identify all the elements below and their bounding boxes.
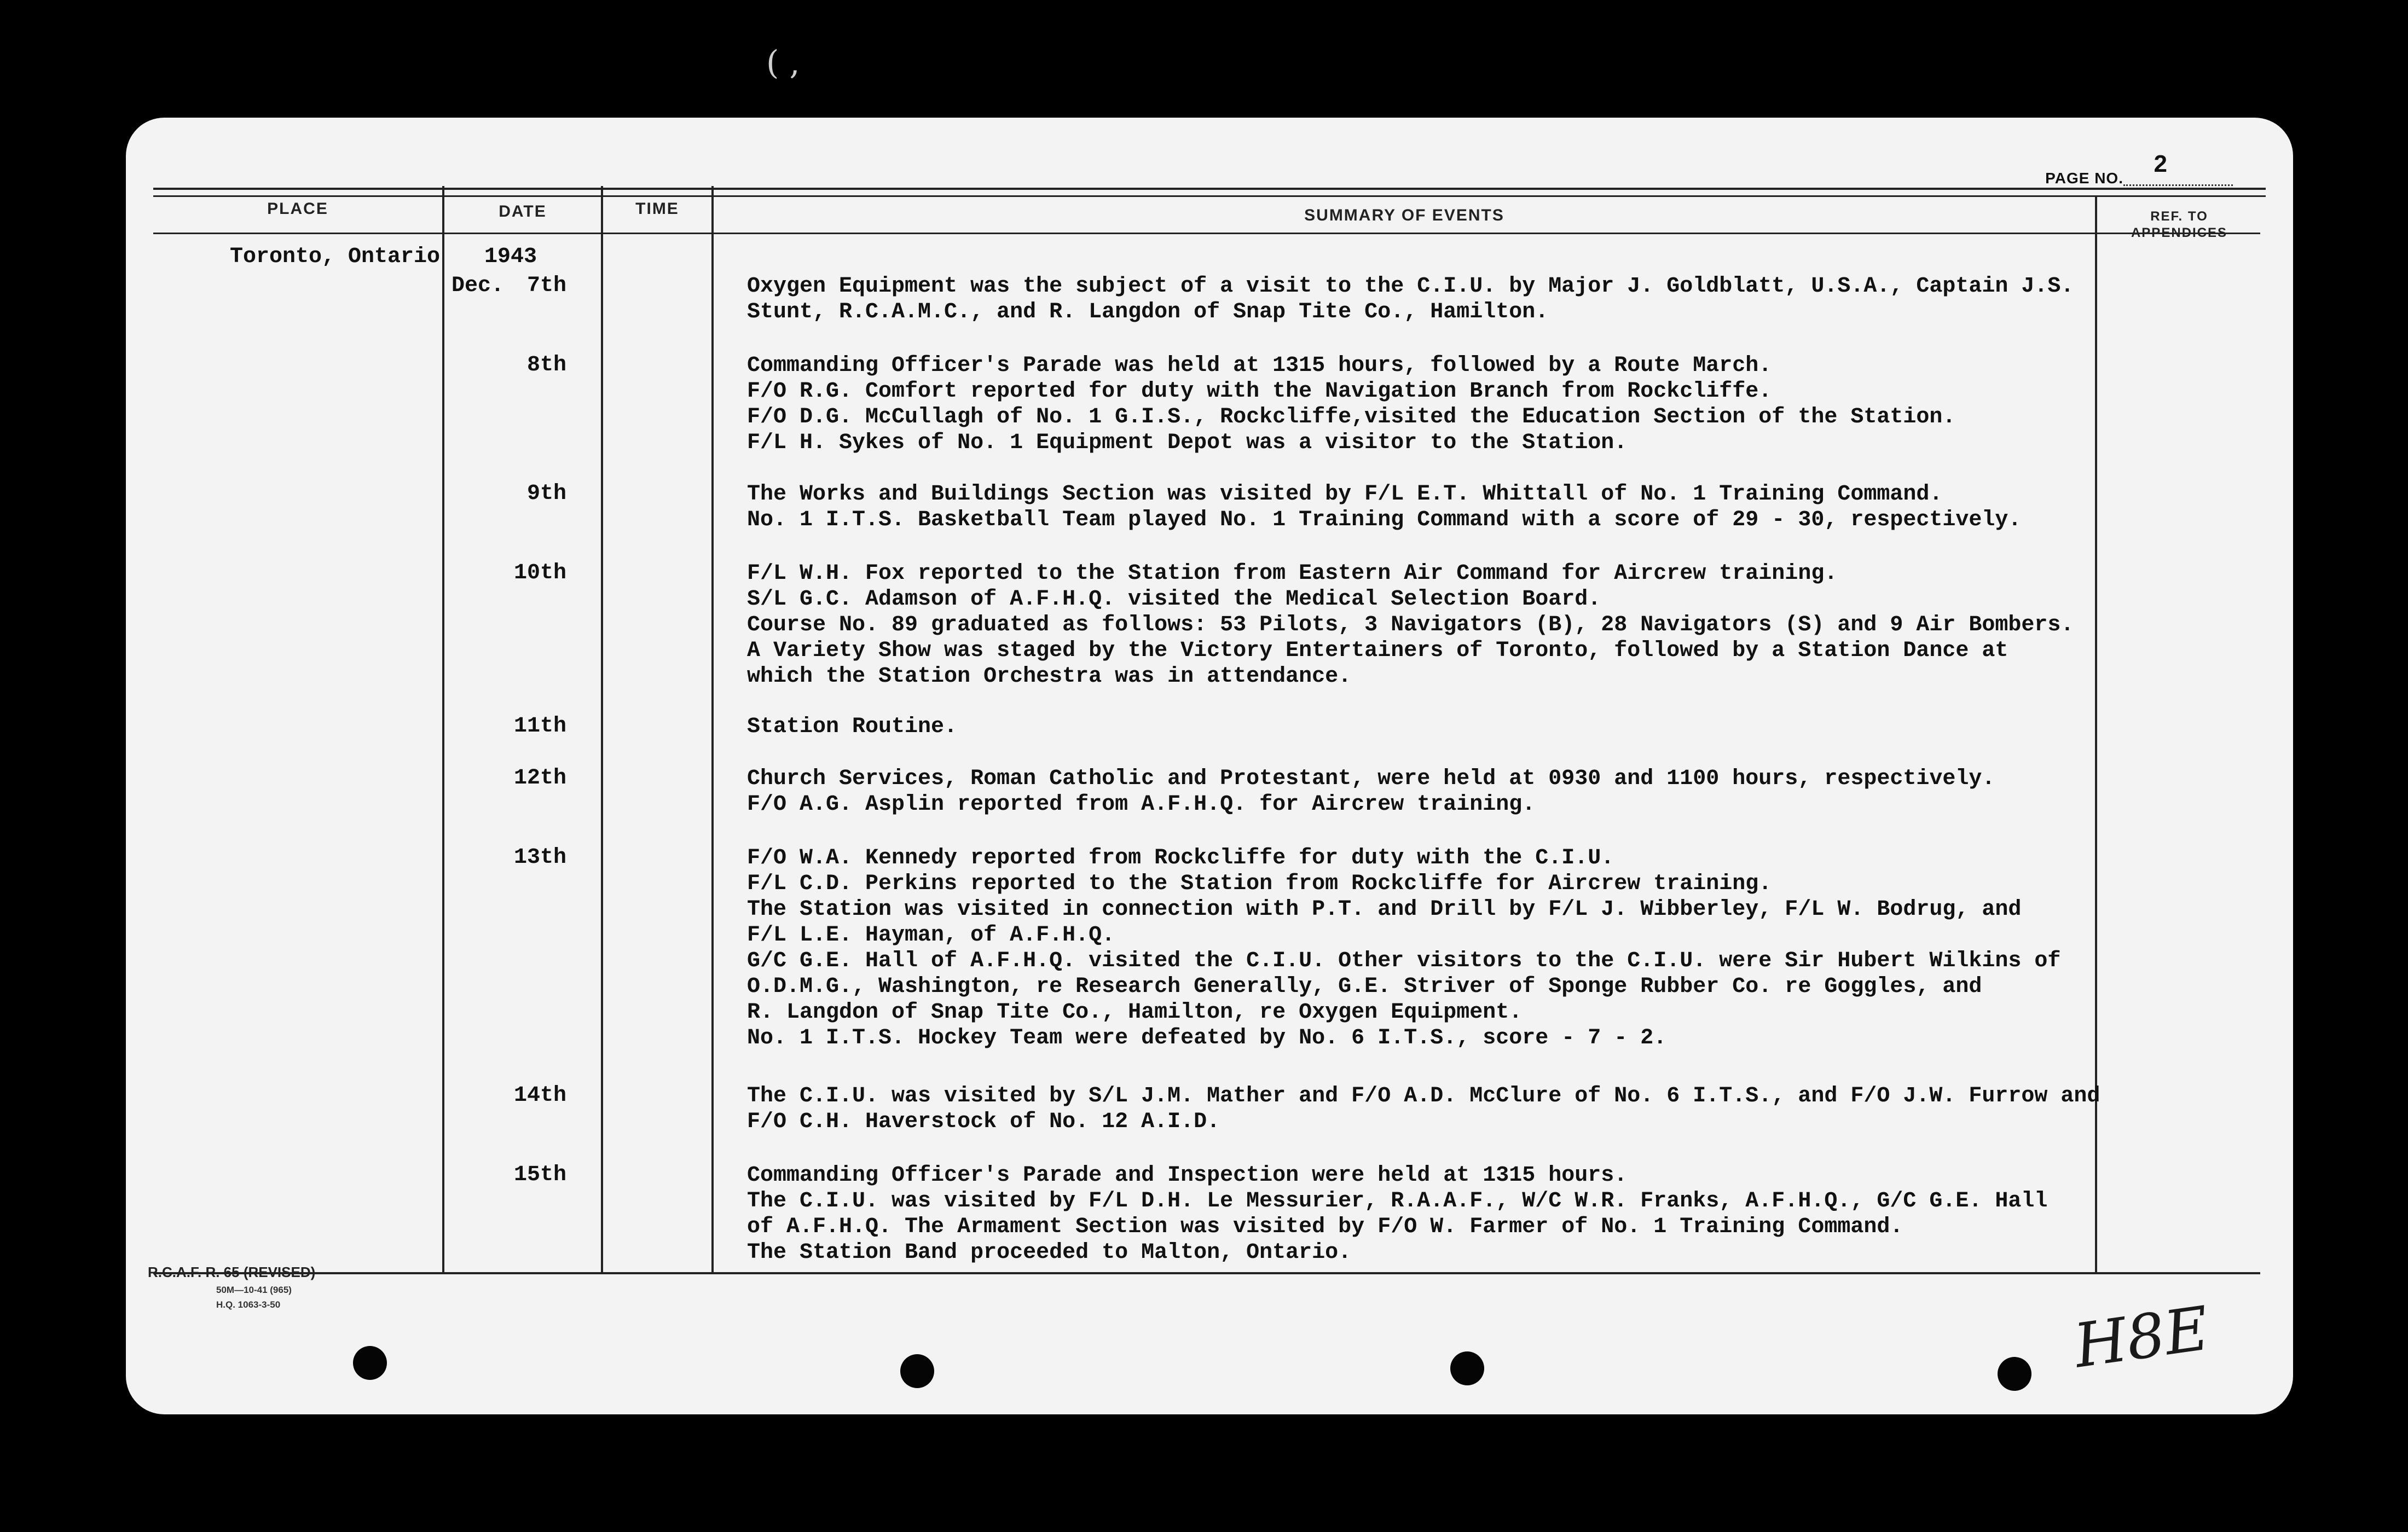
entry-line: Commanding Officer's Parade and Inspection were held at 1315 hours. [747, 1163, 1628, 1188]
entry-line: F/L H. Sykes of No. 1 Equipment Depot was a visitor to the Station. [747, 431, 1628, 455]
entry-line: S/L G.C. Adamson of A.F.H.Q. visited the Medical Selection Board. [747, 587, 1601, 612]
day-14: 14th [513, 1083, 566, 1108]
entry-12 [747, 766, 1995, 817]
day-8: 8th [526, 353, 566, 378]
day-7: 7th [526, 274, 566, 298]
day-15: 15th [513, 1163, 566, 1187]
binder-hole [900, 1354, 934, 1388]
divider-date-time [601, 186, 603, 1272]
entry-line: No. 1 I.T.S. Hockey Team were defeated by No. 6 I.T.S., score - 7 - 2. [747, 1026, 1667, 1051]
entry-line: F/O R.G. Comfort reported for duty with the Navigation Branch from Rockcliffe. [747, 379, 1772, 404]
entry-line: The Station Band proceeded to Malton, Ontario. [747, 1240, 1352, 1265]
day-10: 10th [513, 561, 566, 585]
entry-line: F/L L.E. Hayman, of A.F.H.Q. [747, 923, 1115, 948]
entry-line: Oxygen Equipment was the subject of a visit to the C.I.U. by Major J. Goldblatt, U.S.A., Captain J.S. [747, 274, 2074, 299]
entry-line: F/L C.D. Perkins reported to the Station from Rockcliffe for Aircrew training. [747, 872, 1772, 896]
entry-line: A Variety Show was staged by the Victory Entertainers of Toronto, followed by a Station Dance at [747, 639, 2008, 663]
divider-place-date [442, 186, 444, 1272]
page-number-dots [2123, 184, 2233, 186]
entry-line: Course No. 89 graduated as follows: 53 Pilots, 3 Navigators (B), 28 Navigators (S) and 9 Air Bombers. [747, 613, 2074, 637]
entry-line: The C.I.U. was visited by S/L J.M. Mather and F/O A.D. McClure of No. 6 I.T.S., and F/O J.W. Furrow and [747, 1084, 2100, 1109]
entry-line: Church Services, Roman Catholic and Protestant, were held at 0930 and 1100 hours, respectively. [747, 767, 1995, 791]
top-rule [153, 188, 2266, 190]
print-line-1: 50M—10-41 (965) [216, 1285, 292, 1295]
binder-hole [353, 1346, 387, 1380]
binder-hole [1998, 1357, 2031, 1391]
entry-line: which the Station Orchestra was in attendance. [747, 664, 1352, 689]
header-summary: SUMMARY OF EVENTS [1304, 206, 1504, 224]
entry-7 [747, 274, 2074, 325]
header-ref-line2: APPENDICES [2131, 225, 2228, 240]
entry-8 [747, 353, 1955, 456]
day-11: 11th [513, 714, 566, 739]
entry-line: F/L W.H. Fox reported to the Station from Eastern Air Command for Aircrew training. [747, 561, 1838, 586]
binder-hole [1450, 1351, 1484, 1385]
day-12: 12th [513, 766, 566, 791]
entry-line: G/C G.E. Hall of A.F.H.Q. visited the C.I.U. Other visitors to the C.I.U. were Sir Hubert Wilkins of [747, 949, 2061, 973]
date-month: Dec. [452, 274, 505, 298]
entry-9 [747, 481, 2021, 533]
bottom-rule [153, 1272, 2260, 1274]
header-date: DATE [499, 202, 547, 220]
entry-line: F/O A.G. Asplin reported from A.F.H.Q. for Aircrew training. [747, 792, 1536, 817]
day-9: 9th [526, 481, 566, 506]
entry-line: F/O D.G. McCullagh of No. 1 G.I.S., Rockcliffe,visited the Education Section of the Station. [747, 405, 1956, 430]
entry-line: No. 1 I.T.S. Basketball Team played No. 1 Training Command with a score of 29 - 30, respectively. [747, 508, 2022, 532]
entry-line: F/O C.H. Haverstock of No. 12 A.I.D. [747, 1110, 1220, 1134]
page-number-label: PAGE NO. [2045, 170, 2123, 187]
entry-10 [747, 561, 2074, 689]
header-ref-line1: REF. TO [2150, 209, 2208, 224]
entry-line: Stunt, R.C.A.M.C., and R. Langdon of Snap Tite Co., Hamilton. [747, 300, 1549, 324]
entry-14 [747, 1083, 2100, 1135]
header-place: PLACE [267, 200, 328, 218]
stray-marks: ( , [766, 44, 800, 82]
print-line-2: H.Q. 1063-3-50 [216, 1299, 281, 1310]
entry-line: The C.I.U. was visited by F/L D.H. Le Messurier, R.A.A.F., W/C W.R. Franks, A.F.H.Q., G/C G.E. Hall [747, 1189, 2048, 1214]
form-number: R.C.A.F. R. 65 (REVISED) [148, 1264, 316, 1280]
entry-13 [747, 845, 2060, 1051]
entry-line: R. Langdon of Snap Tite Co., Hamilton, re Oxygen Equipment. [747, 1000, 1523, 1025]
divider-time-summary [711, 186, 714, 1272]
entry-line: Station Routine. [747, 715, 958, 739]
place-value: Toronto, Ontario [230, 245, 441, 269]
header-time: TIME [635, 200, 679, 218]
entry-line: of A.F.H.Q. The Armament Section was visited by F/O W. Farmer of No. 1 Training Command. [747, 1215, 1903, 1239]
page-number: 2 [2154, 150, 2167, 177]
top-rule-2 [153, 195, 2266, 197]
entry-line: The Station was visited in connection with P.T. and Drill by F/L J. Wibberley, F/L W. Bodrug, and [747, 897, 2022, 922]
handwritten-annotation: H8E [2070, 1293, 2213, 1382]
date-year: 1943 [484, 245, 537, 269]
entry-15 [747, 1163, 2047, 1266]
entry-line: F/O W.A. Kennedy reported from Rockcliffe for duty with the C.I.U. [747, 846, 1614, 871]
entry-line: Commanding Officer's Parade was held at 1315 hours, followed by a Route March. [747, 353, 1772, 378]
header-rule [153, 233, 2260, 234]
entry-11 [747, 714, 957, 740]
entry-line: The Works and Buildings Section was visited by F/L E.T. Whittall of No. 1 Training Command. [747, 482, 1943, 507]
day-13: 13th [513, 845, 566, 870]
war-diary-sheet [126, 118, 2293, 1414]
entry-line: O.D.M.G., Washington, re Research Generally, G.E. Striver of Sponge Rubber Co. re Goggles, and [747, 974, 1982, 999]
